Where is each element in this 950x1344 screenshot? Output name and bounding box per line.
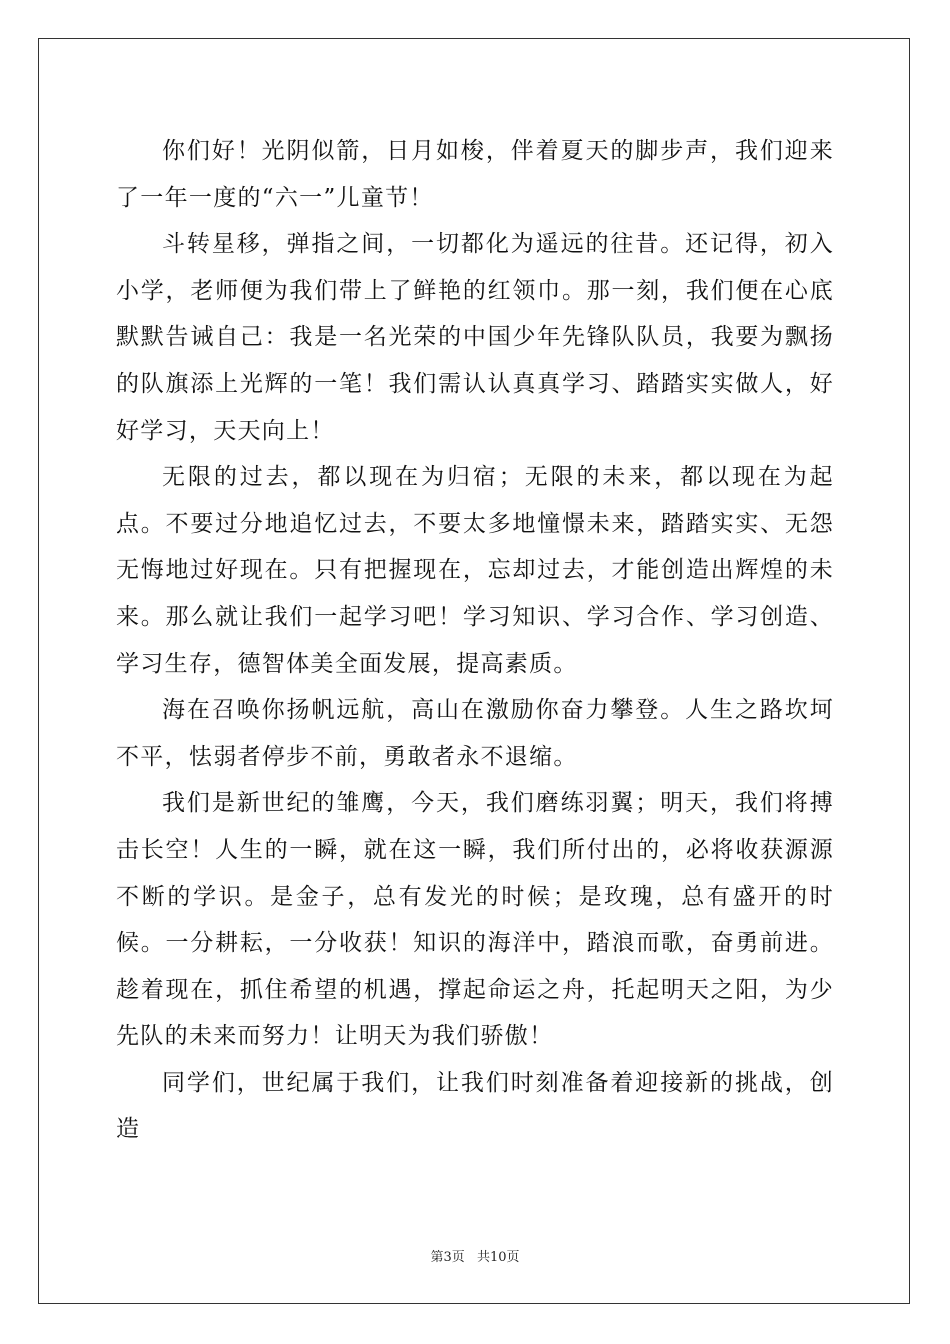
page-footer bbox=[0, 1246, 950, 1265]
paragraph: 你们好！光阴似箭，日月如梭，伴着夏天的脚步声，我们迎来了一年一度的“六一”儿童节！ bbox=[116, 138, 834, 211]
current-page-number: 第3页 bbox=[430, 1250, 465, 1265]
paragraph: 斗转星移，弹指之间，一切都化为遥远的往昔。还记得，初入小学，老师便为我们带上了鲜艳的红领巾。那一刻，我们便在心底默默告诫自己：我是一名光荣的中国少年先锋队队员，我要为飘扬的队旗添上光辉的一笔！我们需认认真真学习、踏踏实实做人，好好学习，天天向上！ bbox=[116, 231, 834, 444]
document-body bbox=[116, 128, 834, 1153]
total-page-count: 共10页 bbox=[476, 1250, 520, 1265]
paragraph: 同学们，世纪属于我们，让我们时刻准备着迎接新的挑战，创造 bbox=[116, 1069, 834, 1143]
paragraph: 海在召唤你扬帆远航，高山在激励你奋力攀登。人生之路坎坷不平，怯弱者停步不前，勇敢者永不退缩。 bbox=[116, 697, 834, 770]
paragraph: 无限的过去，都以现在为归宿；无限的未来，都以现在为起点。不要过分地追忆过去，不要太多地憧憬未来，踏踏实实、无怨无悔地过好现在。只有把握现在，忘却过去，才能创造出辉煌的未来。那么就让我们一起学习吧！学习知识、学习合作、学习创造、学习生存，德智体美全面发展，提高素质。 bbox=[116, 464, 834, 677]
paragraph: 我们是新世纪的雏鹰，今天，我们磨练羽翼；明天，我们将搏击长空！人生的一瞬，就在这一瞬，我们所付出的，必将收获源源不断的学识。是金子，总有发光的时候；是玫瑰，总有盛开的时候。一分耕耘，一分收获！知识的海洋中，踏浪而歌，奋勇前进。趁着现在，抓住希望的机遇，撑起命运之舟，托起明天之阳，为少先队的未来而努力！让明天为我们骄傲！ bbox=[116, 790, 834, 1050]
